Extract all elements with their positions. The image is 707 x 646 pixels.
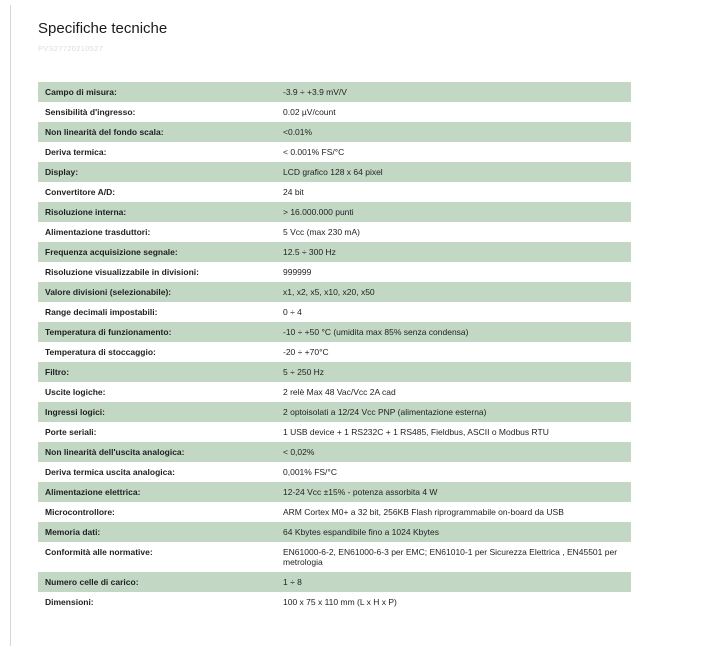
spec-value: LCD grafico 128 x 64 pixel (283, 167, 383, 177)
spec-value: 5 ÷ 250 Hz (283, 367, 325, 377)
spec-value: 2 optoisolati a 12/24 Vcc PNP (alimentazione esterna) (283, 407, 487, 417)
spec-label: Filtro: (45, 367, 70, 377)
spec-value: > 16.000.000 punti (283, 207, 354, 217)
table-row (38, 422, 631, 442)
table-row (38, 442, 631, 462)
table-row (38, 402, 631, 422)
spec-label: Deriva termica uscita analogica: (45, 467, 175, 477)
table-row (38, 572, 631, 592)
spec-label: Risoluzione visualizzabile in divisioni: (45, 267, 199, 277)
spec-value: EN61000-6-2, EN61000-6-3 per EMC; EN61010-1 per Sicurezza Elettrica , EN45501 per metrologia (283, 547, 618, 567)
spec-label: Uscite logiche: (45, 387, 106, 397)
spec-value: -10 ÷ +50 °C (umidita max 85% senza condensa) (283, 327, 469, 337)
spec-label: Sensibilità d'ingresso: (45, 107, 136, 117)
table-row (38, 202, 631, 222)
table-row (38, 382, 631, 402)
spec-label: Memoria dati: (45, 527, 101, 537)
table-row (38, 522, 631, 542)
spec-value: 1 USB device + 1 RS232C + 1 RS485, Fieldbus, ASCII o Modbus RTU (283, 427, 549, 437)
spec-label: Alimentazione trasduttori: (45, 227, 151, 237)
spec-label: Non linearità dell'uscita analogica: (45, 447, 185, 457)
spec-table (38, 82, 631, 612)
spec-label: Porte seriali: (45, 427, 97, 437)
table-row (38, 542, 631, 572)
spec-value: x1, x2, x5, x10, x20, x50 (283, 287, 375, 297)
spec-label: Non linearità del fondo scala: (45, 127, 164, 137)
spec-label: Ingressi logici: (45, 407, 105, 417)
table-row (38, 142, 631, 162)
spec-value: <0.01% (283, 127, 313, 137)
spec-label: Dimensioni: (45, 597, 94, 607)
spec-label: Alimentazione elettrica: (45, 487, 141, 497)
page-left-border (10, 5, 11, 646)
spec-value: 0 ÷ 4 (283, 307, 302, 317)
table-row (38, 182, 631, 202)
spec-label: Display: (45, 167, 79, 177)
spec-label: Temperatura di stoccaggio: (45, 347, 156, 357)
spec-label: Convertitore A/D: (45, 187, 116, 197)
document-code: PVS27720210527 (38, 44, 104, 53)
spec-value: -3.9 ÷ +3.9 mV/V (283, 87, 347, 97)
spec-sheet (38, 20, 631, 612)
table-row (38, 302, 631, 322)
spec-value: 999999 (283, 267, 312, 277)
spec-label: Microcontrollore: (45, 507, 115, 517)
spec-value: 2 relè Max 48 Vac/Vcc 2A cad (283, 387, 396, 397)
table-row (38, 282, 631, 302)
spec-value: 100 x 75 x 110 mm (L x H x P) (283, 597, 397, 607)
table-row (38, 82, 631, 102)
table-row (38, 162, 631, 182)
table-row (38, 592, 631, 612)
table-row (38, 362, 631, 382)
spec-label: Numero celle di carico: (45, 577, 139, 587)
table-row (38, 342, 631, 362)
spec-value: < 0,02% (283, 447, 315, 457)
spec-value: 0,001% FS/°C (283, 467, 337, 477)
page-title: Specifiche tecniche (38, 20, 168, 37)
spec-label: Risoluzione interna: (45, 207, 127, 217)
spec-value: 1 ÷ 8 (283, 577, 302, 587)
spec-label: Valore divisioni (selezionabile): (45, 287, 172, 297)
spec-value: 64 Kbytes espandibile fino a 1024 Kbytes (283, 527, 439, 537)
spec-label: Conformità alle normative: (45, 547, 153, 557)
table-row (38, 222, 631, 242)
spec-value: 5 Vcc (max 230 mA) (283, 227, 360, 237)
table-row (38, 502, 631, 522)
table-row (38, 262, 631, 282)
spec-label: Deriva termica: (45, 147, 107, 157)
table-row (38, 122, 631, 142)
spec-value: 24 bit (283, 187, 304, 197)
spec-value: -20 ÷ +70°C (283, 347, 329, 357)
table-row (38, 462, 631, 482)
table-row (38, 102, 631, 122)
spec-label: Range decimali impostabili: (45, 307, 158, 317)
spec-value: ARM Cortex M0+ a 32 bit, 256KB Flash riprogrammabile on-board da USB (283, 507, 564, 517)
spec-label: Frequenza acquisizione segnale: (45, 247, 178, 257)
spec-label: Temperatura di funzionamento: (45, 327, 172, 337)
spec-value: 12.5 ÷ 300 Hz (283, 247, 336, 257)
spec-value: 0.02 µV/count (283, 107, 336, 117)
table-row (38, 322, 631, 342)
spec-value: 12-24 Vcc ±15% - potenza assorbita 4 W (283, 487, 438, 497)
table-row (38, 482, 631, 502)
spec-value: < 0.001% FS/°C (283, 147, 345, 157)
spec-label: Campo di misura: (45, 87, 117, 97)
table-row (38, 242, 631, 262)
